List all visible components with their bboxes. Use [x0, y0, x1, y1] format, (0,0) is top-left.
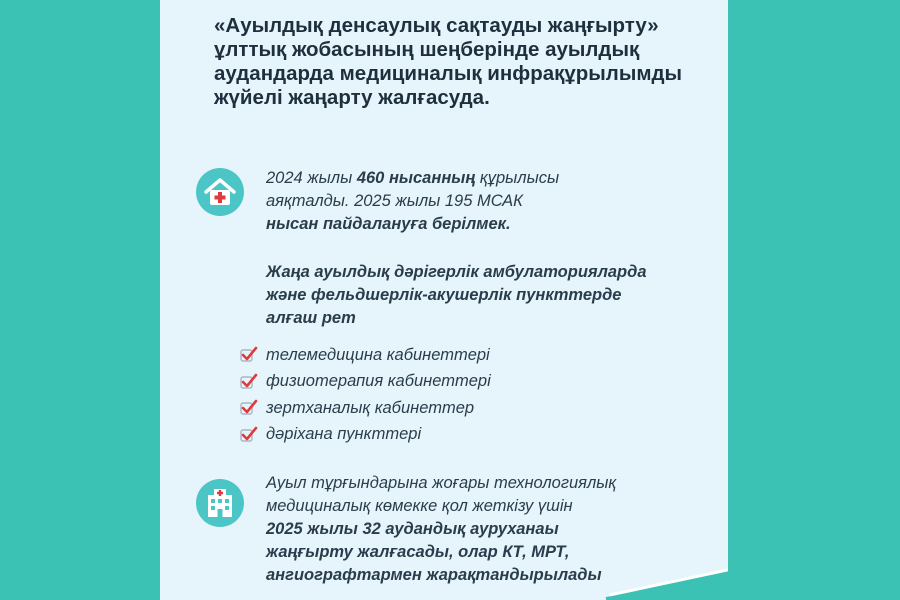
block2-line-2: және фельдшерлік-акушерлік пункттерде	[266, 286, 622, 304]
block3-line-4: жаңғырту жалғасады, олар КТ, МРТ,	[266, 543, 570, 561]
block-construction	[266, 167, 666, 236]
block1-text-bold: 460 нысанның	[356, 169, 476, 187]
block3-line-2: медициналық көмекке қол жеткізу үшін	[266, 497, 573, 515]
block1-text-c: құрылысы	[475, 169, 560, 187]
checkmark-icon	[240, 426, 258, 444]
checkmark-icon	[240, 373, 258, 391]
list-item	[240, 422, 491, 449]
list-item-label: дәріхана пункттері	[266, 425, 422, 444]
block-first-time	[266, 261, 696, 330]
checklist	[240, 342, 491, 448]
list-item-label: телемедицина кабинеттері	[266, 345, 490, 364]
list-item-label: зертханалық кабинеттер	[266, 398, 475, 417]
block-hospitals	[266, 472, 686, 587]
block2-line-1: Жаңа ауылдық дәрігерлік амбулаторияларда	[266, 263, 647, 281]
list-item-label: физиотерапия кабинеттері	[266, 372, 491, 391]
list-item	[240, 395, 491, 422]
checkmark-icon	[240, 399, 258, 417]
block1-text-a: 2024 жылы	[266, 169, 357, 187]
block1-line-2: аяқталды. 2025 жылы 195 МСАК	[266, 192, 523, 210]
checkmark-icon	[240, 346, 258, 364]
clinic-house-icon	[196, 168, 244, 216]
hospital-building-icon	[196, 479, 244, 527]
headline: «Ауылдық денсаулық сақтауды жаңғырту» ұлттық жобасының шеңберінде ауылдық аудандарда медициналық инфрақұрылымды жүйелі жаңарту жалғасуда.	[214, 14, 683, 109]
block3-line-5: ангиографтармен жарақтандырылады	[266, 566, 602, 584]
block3-line-3: 2025 жылы 32 аудандық ауруханаы	[266, 520, 559, 538]
list-item	[240, 369, 491, 396]
list-item	[240, 342, 491, 369]
infographic-panel	[160, 0, 728, 600]
block1-line-3: нысан пайдалануға берілмек.	[266, 215, 511, 233]
block3-line-1: Ауыл тұрғындарына жоғары технологиялық	[266, 474, 617, 492]
block2-line-3: алғаш рет	[266, 309, 356, 327]
